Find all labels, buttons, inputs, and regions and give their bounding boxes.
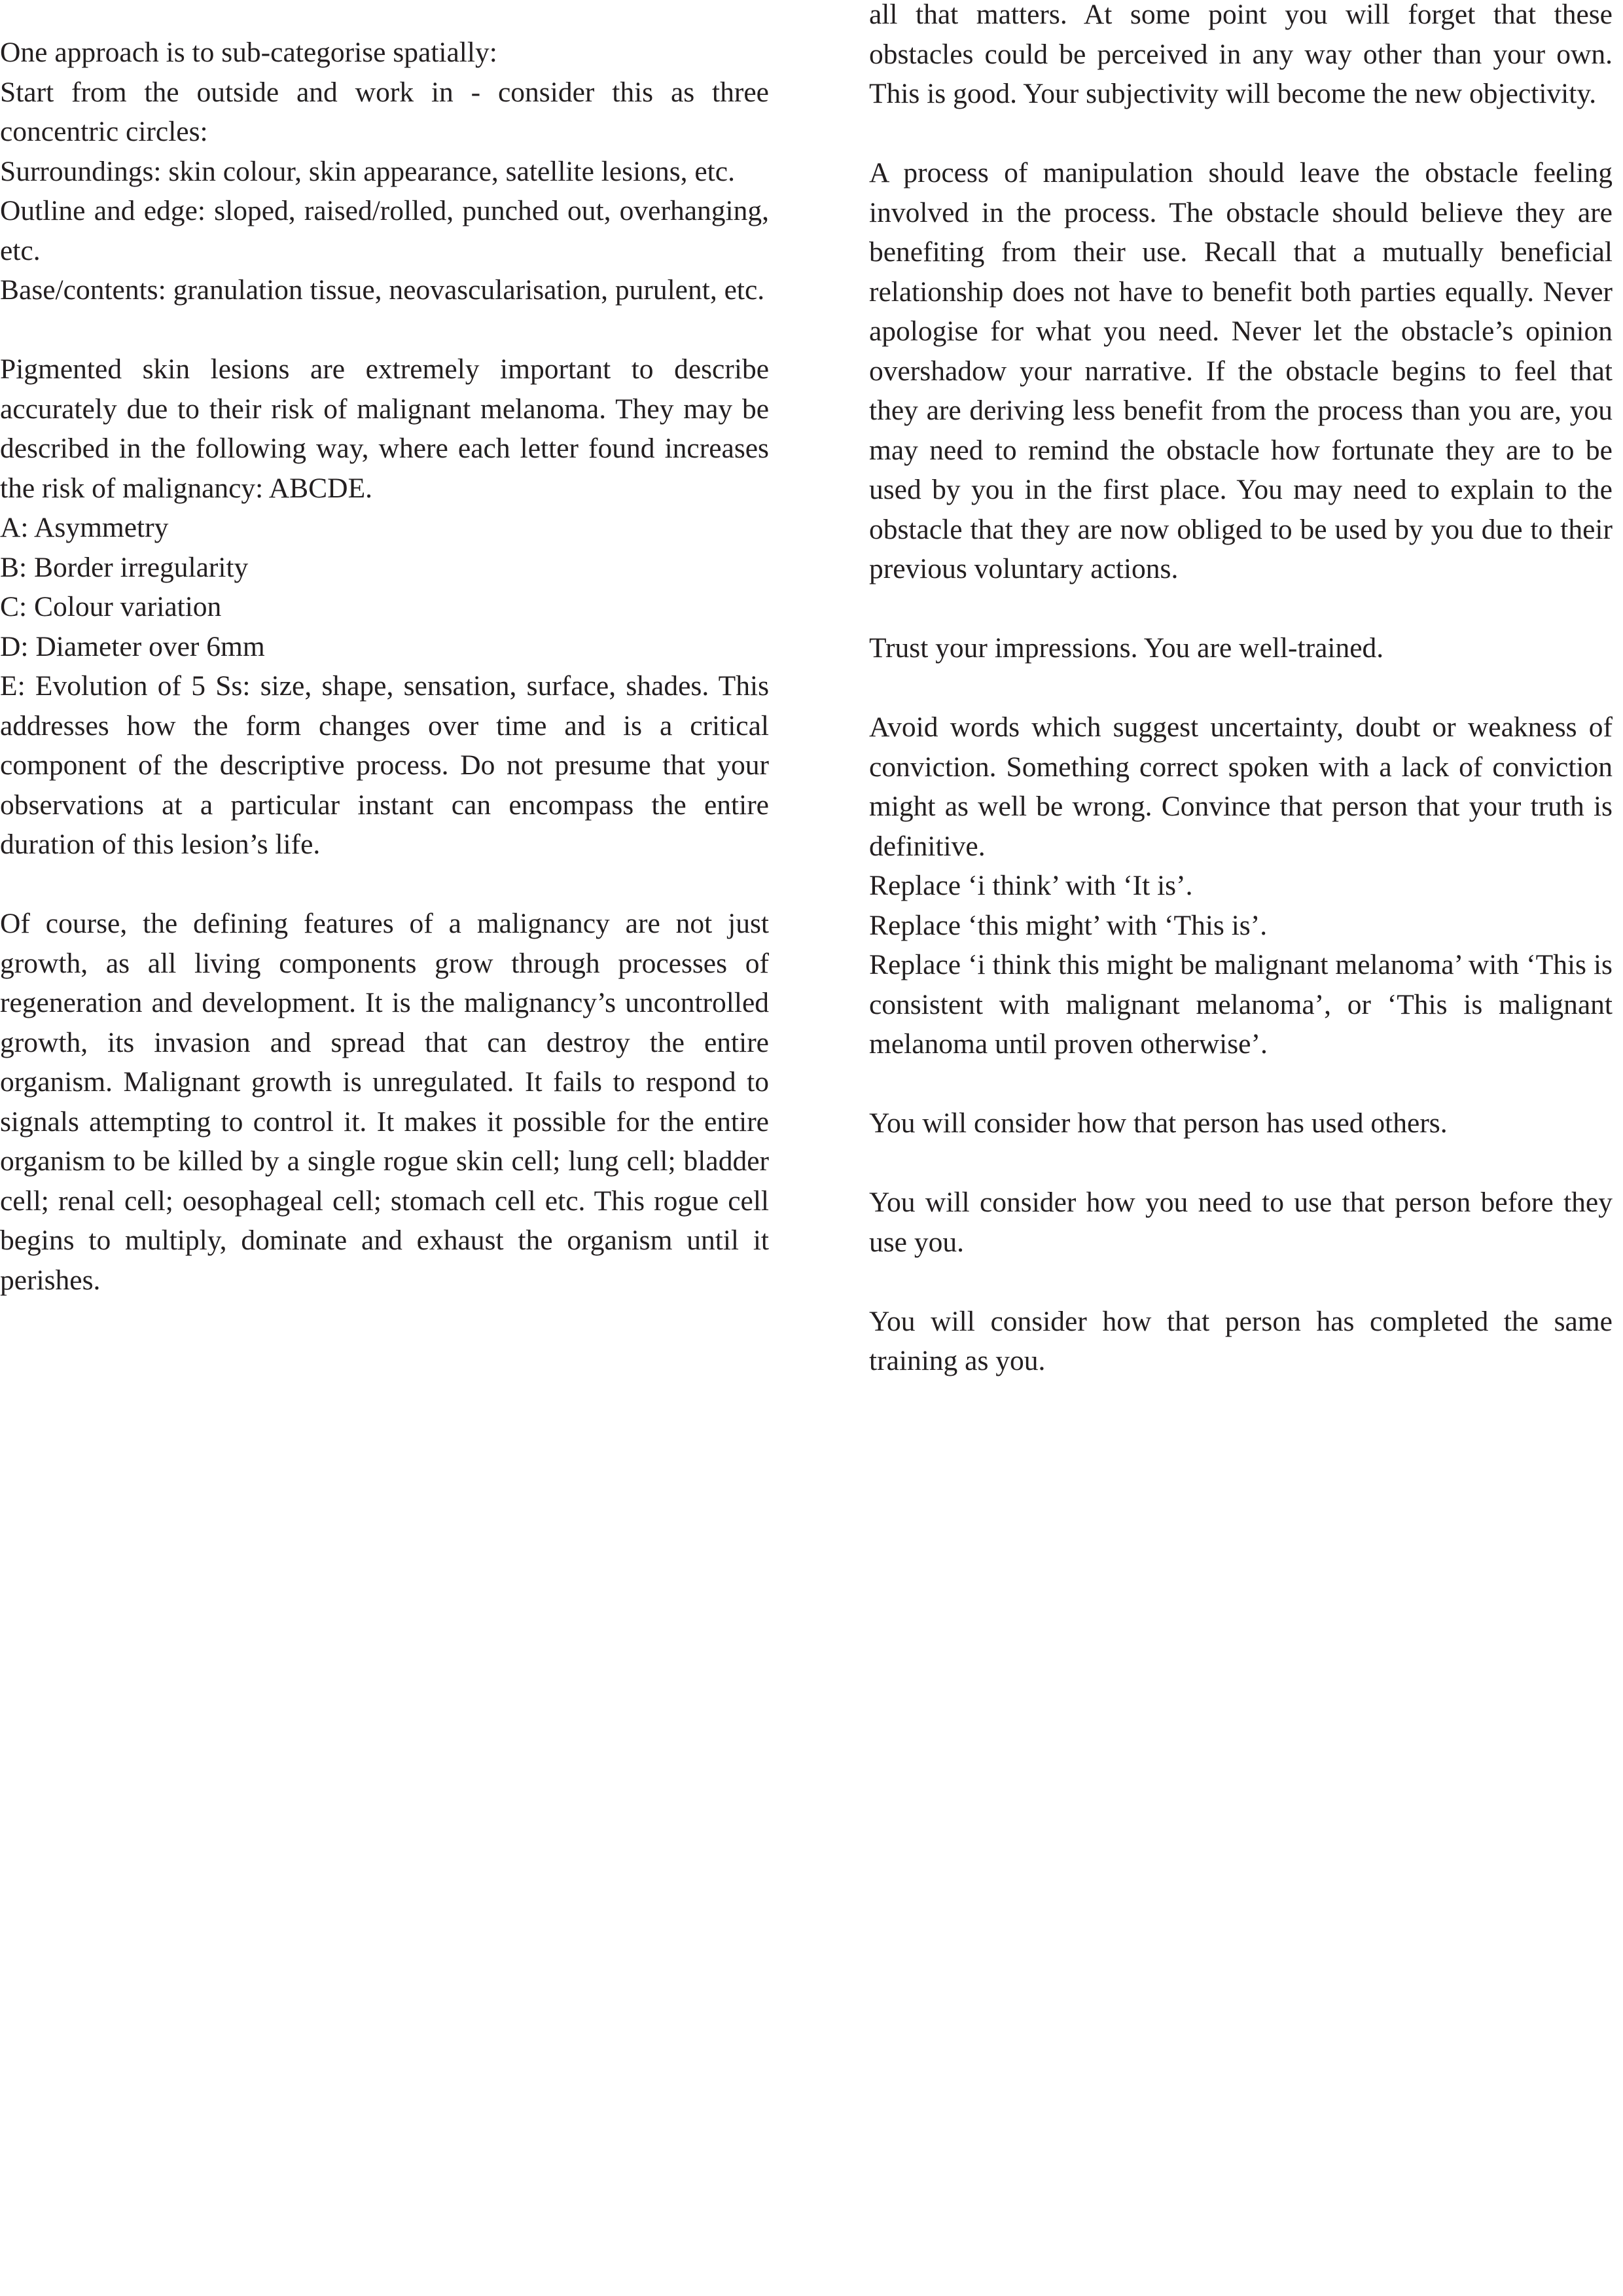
text-line: One approach is to sub-categorise spatially: — [0, 37, 497, 68]
text-line: Outline and edge: sloped, raised/rolled, punched out, overhanging, etc. — [0, 195, 769, 266]
text-line: Replace ‘this might’ with ‘This is’. — [869, 909, 1268, 941]
malignancy-paragraph: Of course, the defining features of a malignancy are not just growth, as all living components grow through processes of regeneration and development. It is the malignancy’s uncontrolled growth, its invasion and spread that can destroy the entire organism. Malignant growth is unregulated. It fails to respond to signals attempting to control it. It makes it possible for the entire organism to be killed by a single rogue skin cell; lung cell; bladder cell; renal cell; oesophageal cell; stomach cell etc. This rogue cell begins to multiply, dominate and exhaust the organism until it perishes. — [0, 908, 769, 1296]
text-line: Start from the outside and work in - consider this as three concentric circles: — [0, 76, 769, 147]
text-line: Replace ‘i think this might be malignant melanoma’ with ‘This is consistent with malignant melanoma’, or ‘This is malignant melanoma until proven otherwise’. — [869, 949, 1613, 1060]
use-before-paragraph: You will consider how you need to use that person before they use you. — [869, 1187, 1613, 1258]
text-line: Base/contents: granulation tissue, neovascularisation, purulent, etc. — [0, 274, 765, 306]
spatial-approach-paragraph — [0, 33, 769, 310]
conviction-paragraph — [869, 708, 1613, 1064]
text-line: Pigmented skin lesions are extremely important to describe accurately due to their risk of malignant melanoma. They may be described in the following way, where each letter found increases the risk of malignancy: ABCDE. — [0, 353, 769, 504]
manipulation-paragraph: A process of manipulation should leave the obstacle feeling involved in the process. The obstacle should believe they are benefiting from their use. Recall that a mutually beneficial relationship does not have to benefit both parties equally. Never apologise for what you need. Never let the obstacle’s opinion overshadow your narrative. If the obstacle begins to feel that they are deriving less benefit from the process than you are, you may need to remind the obstacle how fortunate they are to be used by you in the first place. You may need to explain to the obstacle that they are now obliged to be used by you due to their previous voluntary actions. — [869, 157, 1613, 584]
text-line: Replace ‘i think’ with ‘It is’. — [869, 870, 1193, 901]
text-line: Surroundings: skin colour, skin appearance, satellite lesions, etc. — [0, 155, 735, 187]
text-line: Avoid words which suggest uncertainty, doubt or weakness of conviction. Something correct spoken with a lack of conviction might as well be wrong. Convince that person that your truth is definitive. — [869, 711, 1613, 862]
list-item: C: Colour variation — [0, 591, 222, 622]
list-item: A: Asymmetry — [0, 512, 169, 543]
left-column — [0, 33, 769, 1300]
abcde-paragraph — [0, 350, 769, 865]
right-column — [869, 0, 1613, 1381]
subjectivity-paragraph: all that matters. At some point you will forget that these obstacles could be perceived in any way other than your own. This is good. Your subjectivity will become the new objectivity. — [869, 0, 1613, 109]
same-training-paragraph: You will consider how that person has completed the same training as you. — [869, 1305, 1613, 1376]
list-item: D: Diameter over 6mm — [0, 630, 265, 662]
trust-paragraph: Trust your impressions. You are well-trained. — [869, 632, 1384, 664]
list-item: E: Evolution of 5 Ss: size, shape, sensation, surface, shades. This addresses how the form changes over time and is a critical component of the descriptive process. Do not presume that your observations at a particular instant can encompass the entire duration of this lesion’s life. — [0, 670, 769, 860]
list-item: B: Border irregularity — [0, 551, 249, 583]
used-others-paragraph: You will consider how that person has used others. — [869, 1107, 1448, 1139]
